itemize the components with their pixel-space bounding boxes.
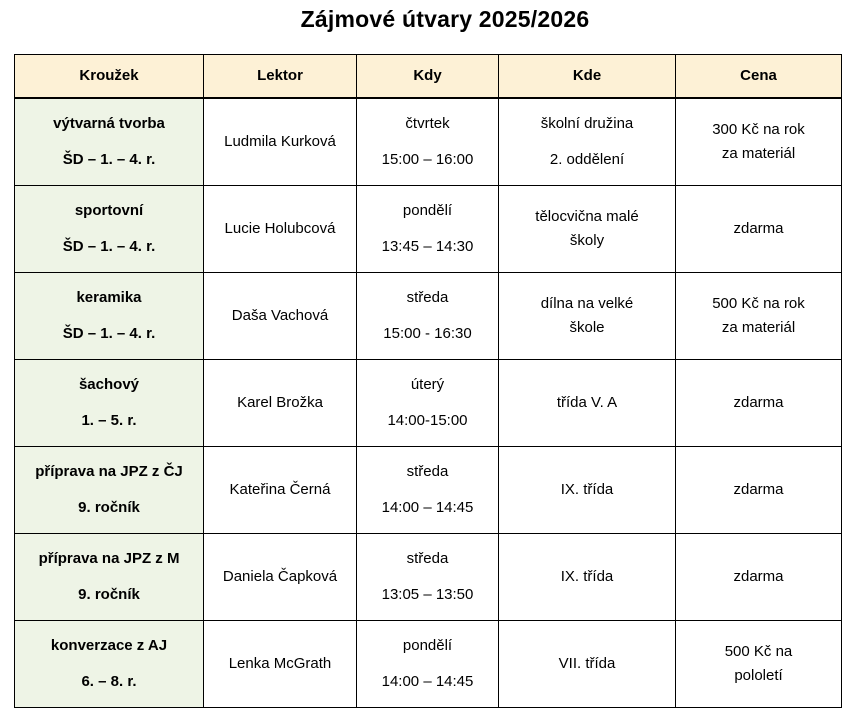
where-line-2: školy — [569, 232, 605, 249]
club-cell — [15, 186, 204, 273]
when-cell — [357, 621, 499, 708]
day-text: pondělí — [402, 637, 453, 654]
price-cell — [676, 360, 842, 447]
table-row — [15, 534, 842, 621]
price-line-2: za materiál — [721, 319, 796, 336]
time-text: 15:00 - 16:30 — [383, 325, 472, 342]
price-cell — [676, 534, 842, 621]
club-group: 1. – 5. r. — [81, 412, 137, 429]
price-line-1: 500 Kč na — [724, 643, 793, 660]
where-line-1: IX. třída — [560, 481, 614, 498]
price-cell — [676, 186, 842, 273]
when-cell — [357, 447, 499, 534]
day-text: pondělí — [402, 202, 453, 219]
column-header-where: Kde — [499, 55, 676, 99]
club-cell — [15, 621, 204, 708]
club-cell — [15, 534, 204, 621]
time-text: 13:45 – 14:30 — [381, 238, 474, 255]
club-name: výtvarná tvorba — [53, 115, 165, 132]
price-cell — [676, 621, 842, 708]
price-cell — [676, 447, 842, 534]
time-text: 14:00 – 14:45 — [381, 499, 474, 516]
price-line-1: zdarma — [733, 481, 784, 498]
when-cell — [357, 98, 499, 186]
where-line-1: dílna na velké — [540, 295, 634, 312]
when-cell — [357, 273, 499, 360]
lector-cell: Lenka McGrath — [204, 621, 357, 708]
club-name: příprava na JPZ z M — [38, 550, 180, 567]
where-cell — [499, 98, 676, 186]
club-group: ŠD – 1. – 4. r. — [62, 151, 156, 168]
time-text: 13:05 – 13:50 — [381, 586, 474, 603]
price-line-2: pololetí — [734, 667, 783, 684]
lector-cell: Ludmila Kurková — [204, 98, 357, 186]
day-text: čtvrtek — [405, 115, 450, 132]
price-cell — [676, 273, 842, 360]
lector-cell: Karel Brožka — [204, 360, 357, 447]
day-text: středa — [406, 463, 449, 480]
where-cell — [499, 447, 676, 534]
price-line-1: 300 Kč na rok — [712, 121, 805, 138]
column-header-price: Cena — [676, 55, 842, 99]
club-cell — [15, 447, 204, 534]
time-text: 14:00-15:00 — [387, 412, 468, 429]
club-group: 9. ročník — [78, 499, 140, 516]
table-row — [15, 98, 842, 186]
club-group: ŠD – 1. – 4. r. — [62, 238, 156, 255]
club-group: 6. – 8. r. — [81, 673, 137, 690]
club-name: konverzace z AJ — [50, 637, 168, 654]
day-text: středa — [406, 289, 449, 306]
time-text: 14:00 – 14:45 — [381, 673, 474, 690]
time-text: 15:00 – 16:00 — [381, 151, 474, 168]
club-cell — [15, 360, 204, 447]
where-cell — [499, 186, 676, 273]
price-line-1: zdarma — [733, 220, 784, 237]
club-name: keramika — [76, 289, 142, 306]
where-line-1: IX. třída — [560, 568, 614, 585]
price-line-1: zdarma — [733, 394, 784, 411]
when-cell — [357, 534, 499, 621]
price-line-1: 500 Kč na rok — [712, 295, 805, 312]
table-row — [15, 273, 842, 360]
where-cell — [499, 621, 676, 708]
where-line-2: 2. oddělení — [549, 151, 625, 168]
price-line-2: za materiál — [721, 145, 796, 162]
table-row — [15, 621, 842, 708]
column-header-when: Kdy — [357, 55, 499, 99]
table-row — [15, 186, 842, 273]
column-header-lector: Lektor — [204, 55, 357, 99]
clubs-table — [14, 54, 842, 708]
where-line-2: škole — [569, 319, 605, 336]
when-cell — [357, 360, 499, 447]
where-line-1: školní družina — [540, 115, 634, 132]
page-title: Zájmové útvary 2025/2026 — [300, 6, 590, 32]
lector-cell: Kateřina Černá — [204, 447, 357, 534]
price-line-1: zdarma — [733, 568, 784, 585]
table-row — [15, 447, 842, 534]
table-header-row — [15, 55, 842, 99]
club-name: sportovní — [74, 202, 144, 219]
club-cell — [15, 98, 204, 186]
club-name: šachový — [78, 376, 140, 393]
lector-cell: Daša Vachová — [204, 273, 357, 360]
where-line-1: VII. třída — [558, 655, 616, 672]
when-cell — [357, 186, 499, 273]
column-header-club: Kroužek — [15, 55, 204, 99]
where-cell — [499, 360, 676, 447]
table-row — [15, 360, 842, 447]
lector-cell: Daniela Čapková — [204, 534, 357, 621]
club-group: 9. ročník — [78, 586, 140, 603]
lector-cell: Lucie Holubcová — [204, 186, 357, 273]
where-line-1: tělocvična malé — [535, 208, 639, 225]
price-cell — [676, 98, 842, 186]
club-cell — [15, 273, 204, 360]
day-text: středa — [406, 550, 449, 567]
where-cell — [499, 534, 676, 621]
club-name: příprava na JPZ z ČJ — [35, 463, 183, 480]
day-text: úterý — [410, 376, 445, 393]
club-group: ŠD – 1. – 4. r. — [62, 325, 156, 342]
where-cell — [499, 273, 676, 360]
where-line-1: třída V. A — [556, 394, 618, 411]
